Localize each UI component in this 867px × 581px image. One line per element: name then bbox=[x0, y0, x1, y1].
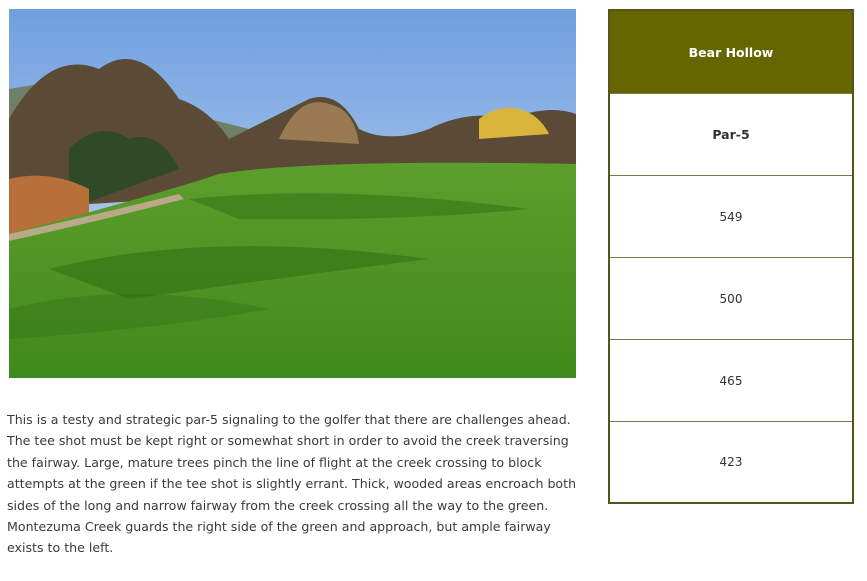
hole-name: Bear Hollow bbox=[610, 11, 852, 94]
hole-info-table bbox=[608, 9, 854, 504]
fairway-photo-illustration bbox=[9, 9, 576, 378]
yardage-tee-1: 549 bbox=[610, 176, 852, 258]
hole-photo bbox=[9, 9, 576, 378]
hole-description: This is a testy and strategic par-5 signaling to the golfer that there are challenges ahead. The tee shot must be kept right or somewhat short in order to avoid the creek traversing the fairway. Large, mature trees pinch the line of flight at the creek crossing to block attempts at the green if the tee shot is slightly errant. Thick, wooded areas encroach both sides of the long and narrow fairway from the creek crossing all the way to the green. Montezuma Creek guards the right side of the green and approach, but ample fairway exists to the left. bbox=[7, 412, 577, 556]
yardage-tee-3: 465 bbox=[610, 340, 852, 422]
yardage-tee-2: 500 bbox=[610, 258, 852, 340]
hole-par: Par-5 bbox=[610, 94, 852, 176]
yardage-tee-4: 423 bbox=[719, 455, 743, 469]
